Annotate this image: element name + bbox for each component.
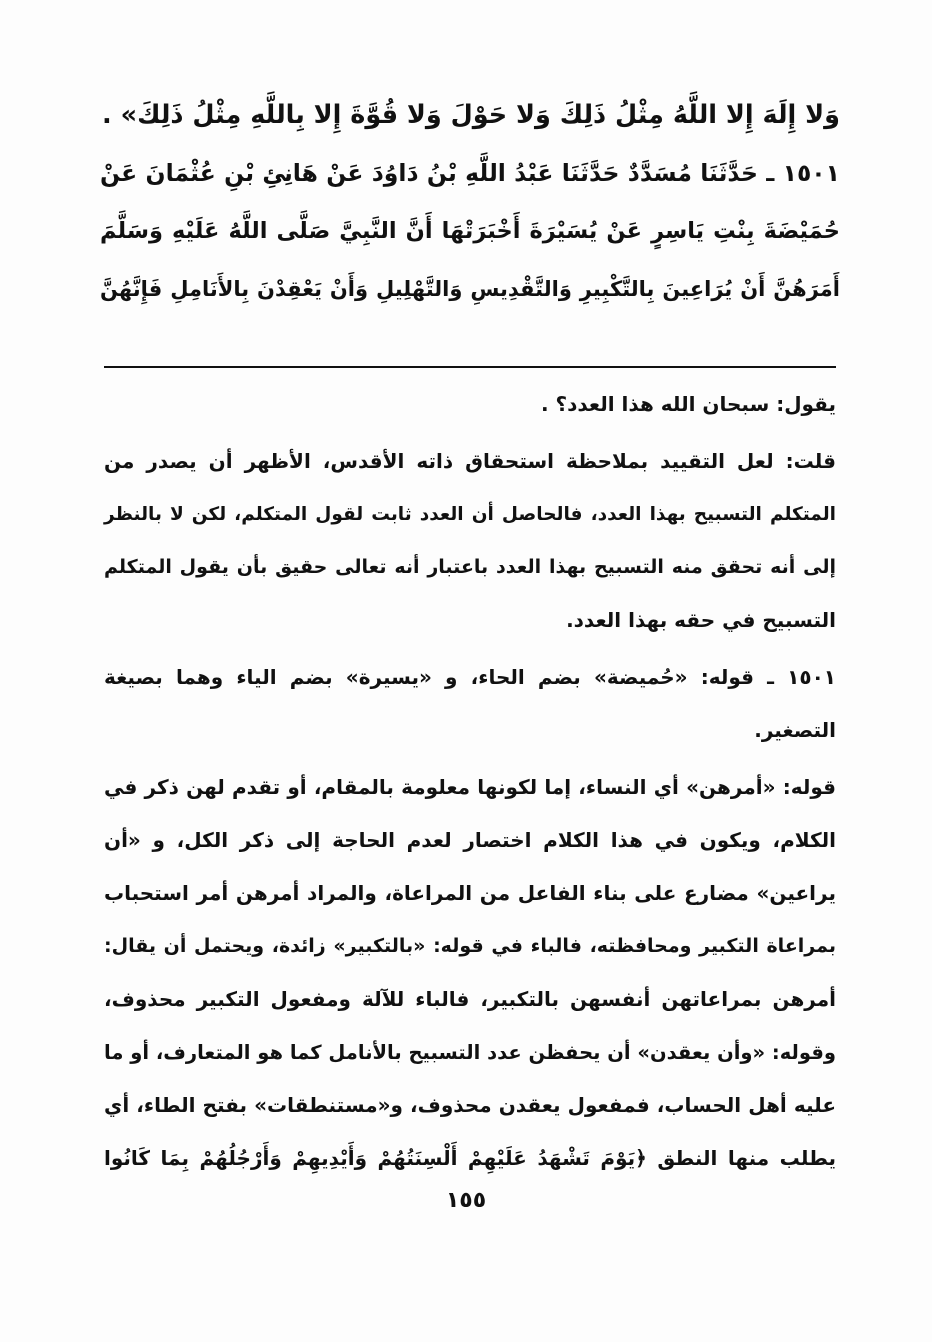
commentary-line: التسبيح في حقه بهذا العدد. [566,608,836,632]
hadith-line: ١٥٠١ ـ حَدَّثَنَا مُسَدَّدٌ حَدَّثَنَا عَبْدُ اللَّهِ بْنُ دَاوُدَ عَنْ هَانِئِ بْنِ عُثْمَانَ عَنْ [100,159,840,187]
commentary-line: يراعين» مضارع على بناء الفاعل من المراعاة، والمراد أمرهن أمر استحباب [104,881,836,905]
commentary-line: أمرهن بمراعاتهن أنفسهن بالتكبير، فالباء للآلة ومفعول التكبير محذوف، [104,987,836,1011]
commentary-line: إلى أنه تحقق منه التسبيح بهذا العدد باعتبار أنه تعالى حقيق بأن يقول المتكلم [104,556,836,578]
commentary-line: عليه أهل الحساب، فمفعول يعقدن محذوف، و«مستنطقات» بفتح الطاء، أي [104,1093,836,1117]
commentary-line: الكلام، ويكون في هذا الكلام اختصار لعدم الحاجة إلى ذكر الكل، و «أن [104,828,836,852]
footnote-divider [104,366,836,368]
commentary-line: التصغير. [754,718,836,742]
hadith-line: وَلا إِلَهَ إِلا اللَّهُ مِثْلُ ذَلِكَ وَلا حَوْلَ وَلا قُوَّةَ إِلا بِاللَّهِ مِثْلُ ذَلِكَ» . [102,100,840,130]
commentary-line: قوله: «أمرهن» أي النساء، إما لكونها معلومة بالمقام، أو تقدم لهن ذكر في [104,775,836,799]
commentary-line: يطلب منها النطق ﴿يَوْمَ تَشْهَدُ عَلَيْهِمْ أَلْسِنَتُهُمْ وَأَيْدِيهِمْ وَأَرْجُلُهُمْ بِمَا كَانُوا [104,1146,836,1170]
commentary-line: وقوله: «وأن يعقدن» أن يحفظن عدد التسبيح بالأنامل كما هو المتعارف، أو ما [104,1041,836,1064]
commentary-line: يقول: سبحان الله هذا العدد؟ . [540,392,836,416]
commentary-line: المتكلم التسبيح بهذا العدد، فالحاصل أن العدد ثابت لقول المتكلم، لكن لا بالنظر [104,504,836,525]
page-number: ١٥٥ [445,1188,487,1213]
commentary-line: بمراعاة التكبير ومحافظته، فالباء في قوله: «بالتكبير» زائدة، ويحتمل أن يقال: [104,935,836,957]
commentary-line: ١٥٠١ ـ قوله: «حُميضة» بضم الحاء، و «يسيرة» بضم الياء وهما بصيغة [104,665,836,689]
commentary-line: قلت: لعل التقييد بملاحظة استحقاق ذاته الأقدس، الأظهر أن يصدر من [104,449,836,473]
hadith-text-block [100,86,840,318]
hadith-line: حُمَيْضَةَ بِنْتِ يَاسِرٍ عَنْ يُسَيْرَةَ أَخْبَرَتْهَا أَنَّ النَّبِيَّ صَلَّى اللَّهُ عَلَيْهِ وَسَلَّمَ [100,218,840,244]
commentary-block [104,378,836,1185]
hadith-line: أَمَرَهُنَّ أَنْ يُرَاعِينَ بِالتَّكْبِيرِ وَالتَّقْدِيسِ وَالتَّهْلِيلِ وَأَنْ يَعْقِدْنَ بِالأَنَامِلِ فَإِنَّهُنَّ [100,277,840,301]
